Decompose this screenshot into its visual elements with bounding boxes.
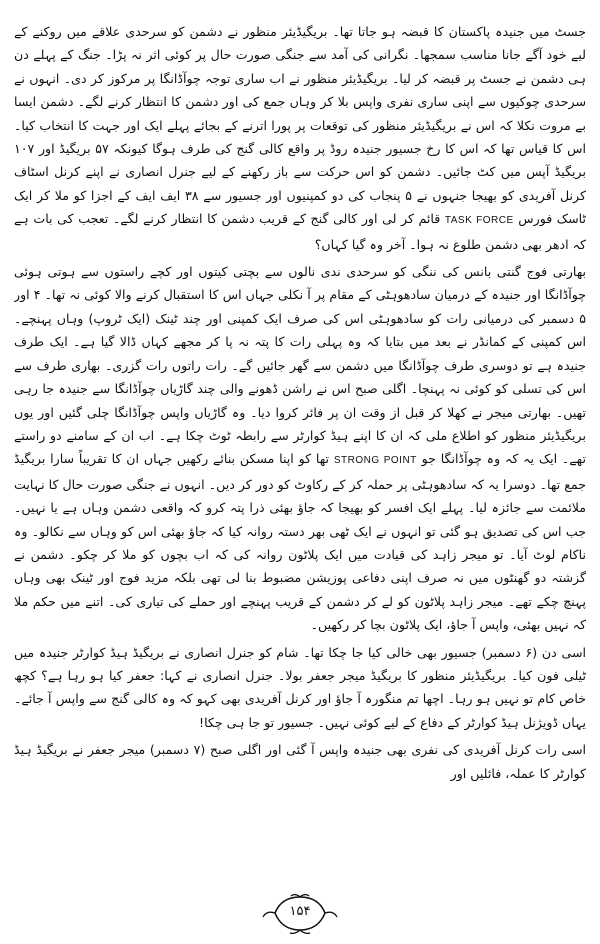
page-number-ornament: [255, 893, 345, 935]
english-term-strong-point: STRONG POINT: [333, 455, 417, 467]
paragraph-1-text: جسٹ میں جنیدہ پاکستان کا قبضہ ہو جاتا تھا۔ بریگیڈیئر منظور نے دشمن کو سرحدی علاقے میں روکنے کے لیے خود آگے جانا مناسب سمجھا۔ نگرانی کی آمد سے جنگی صورت حال پر کوئی اثر نہ پڑا۔ جنگ کے پہلے دن ہی دشمن نے جسٹ پر قبضہ کر لیا۔ بریگیڈیئر منظور نے اب ساری توجہ چوآڈانگا پر مرکوز کر دی۔ انہوں نے سرحدی چوکیوں سے اپنی ساری نفری واپس بلا کر وہاں جمع کی اور دشمن کا انتظار کرنے لگے۔ دشمن ایسا بے مروت نکلا کہ اس نے بریگیڈیئر منظور کی توقعات پر پورا اترنے کے بجائے پہلے ایک اور جہت کا انتخاب کیا۔ اس کا قیاس تھا کہ اس کا رخ جسیور جنیدہ روڈ پر واقع کالی گنج کی طرف ہوگا کیونکہ ۵۷ بریگیڈ اور ۱۰۷ بریگیڈ آپس میں کٹ جائیں۔ دشمن کو اس حرکت سے باز رکھنے کے لیے جنرل انصاری نے اپنے کرنل اسٹاف کرنل آفریدی کو بھیجا جنہوں نے ۵ پنجاب کی دو کمپنیوں اور جسیور سے ۳۸ ایف ایف کے اجزا کو ملا کر ایک ٹاسک فورس: [14, 24, 586, 227]
paragraph-4: اسی رات کرنل آفریدی کی نفری بھی جنیدہ واپس آ گئی اور اگلی صبح (۷ دسمبر) میجر جعفر نے بریگیڈ ہیڈ کوارٹر کا عملہ، فائلیں اور: [14, 742, 586, 781]
paragraph-2: [14, 260, 586, 637]
paragraph-1-tail: قائم کر لی اور کالی گنج کے قریب دشمن کا انتظار کرنے لگے۔ تعجب کی بات ہے کہ ادھر بھی دشمن طلوع نہ ہوا۔ آخر وہ گیا کہاں؟: [14, 211, 586, 252]
body-text: [14, 20, 586, 860]
english-term-task-force: TASK FORCE: [444, 215, 514, 227]
page-number: ۱۵۴: [289, 904, 311, 919]
paragraph-1: [14, 20, 586, 256]
paragraph-3: اسی دن (۶ دسمبر) جسیور بھی خالی کیا جا چکا تھا۔ شام کو جنرل انصاری نے بریگیڈ ہیڈ کوارٹر جنیدہ میں ٹیلی فون کیا۔ بریگیڈیئر منظور کا بریگیڈ میجر جعفر بولا۔ جنرل انصاری نے کہا: جعفر کیا ہو رہا ہے؟ کچھ خاص کام تو نہیں ہو رہا۔ اچھا تم منگورہ آ جاؤ اور کرنل آفریدی بھی کہو کہ وہ کالی گنج سے واپس آ جائے۔ یہاں ڈویژنل ہیڈ کوارٹر کے دفاع کے لیے کوئی نہیں۔ جسیور تو جا ہی چکا!: [14, 644, 586, 730]
paragraph-2-tail: تھا کو اپنا مسکن بنائے رکھیں جہاں ان کا تقریباً سارا بریگیڈ جمع تھا۔ دوسرا یہ کہ سادھوہٹی پر حملہ کر کے رکاوٹ کو دور کر دیں۔ انہوں نے جنگی صورت حال کا نہایت ملائمت سے جائزہ لیا۔ پہلے ایک افسر کو بھیجا کہ جاؤ بھئی ذرا پتہ کرو کہ واقعی دشمن وہاں ہے یا نہیں۔ جب اس کی تصدیق ہو گئی تو انہوں نے ایک ٹھی بھر دستہ روانہ کیا کہ جاؤ بھئی اس کو وہاں سے نکالو۔ وہ ناکام لوٹ آیا۔ تو میجر زاہد کی قیادت میں ایک پلاٹون روانہ کی کہ اب بچوں کو ملا کر چکو۔ دشمن نے گزشتہ دو گھنٹوں میں نہ صرف اپنی دفاعی پوزیشن مضبوط بنا لی تھی بلکہ مزید فوج اور ٹینک بھی وہاں پہنچ چکے تھے۔ میجر زاہد پلاٹون کو لے کر دشمن کے قریب پہنچے اور حملے کی تیاری کی۔ اتنے میں حکم ملا کہ نہیں بھئی، واپس آ جاؤ، ایک پلاٹون بچا کر رکھیں۔: [14, 451, 586, 633]
paragraph-2-text: بھارتی فوج گنتی بانس کی ننگی کو سرحدی ندی نالوں سے بچتی کیتوں اور کچے راستوں سے ہوتی ہوئی چوآڈانگا اور جنیدہ کے درمیان سادھوہٹی کے مقام پر آ نکلی جہاں اس کا استقبال کرنے والا کوئی نہ تھا۔ ۴ اور ۵ دسمبر کی درمیانی رات کو سادھوہٹی اس کی صرف ایک کمپنی اور چند ٹینک (ایک ٹروپ) وہاں پہنچے۔ اس کمپنی کے کمانڈر نے بعد میں بتایا کہ وہ پہلی رات کا پتہ نہ پا کر مجھے کہاں ڈالا گیا ہے۔ ایک طرف جنیدہ ہے تو دوسری طرف چوآڈانگا میں دشمن سے گھر جائیں گے۔ رات راتوں رات گزری۔ بھاری طرف سے اس کی تسلی کو کوئی نہ پہنچا۔ اگلی صبح اس نے راشن ڈھونے والی چند گاڑیاں چوآڈانگا سے جنیدہ جا رہی تھیں۔ بھارتی میجر نے کھلا کر قبل از وقت ان پر فائر کروا دیا۔ وہ گاڑیاں واپس چوآڈانگا چلی گئیں اور یوں بریگیڈیئر منظور کو اطلاع ملی کہ ان کا اپنے ہیڈ کوارٹر سے رابطہ ٹوٹ چکا ہے۔ اب ان کے سامنے دو راستے تھے۔ ایک یہ کہ وہ چوآڈانگا جو: [14, 264, 586, 467]
